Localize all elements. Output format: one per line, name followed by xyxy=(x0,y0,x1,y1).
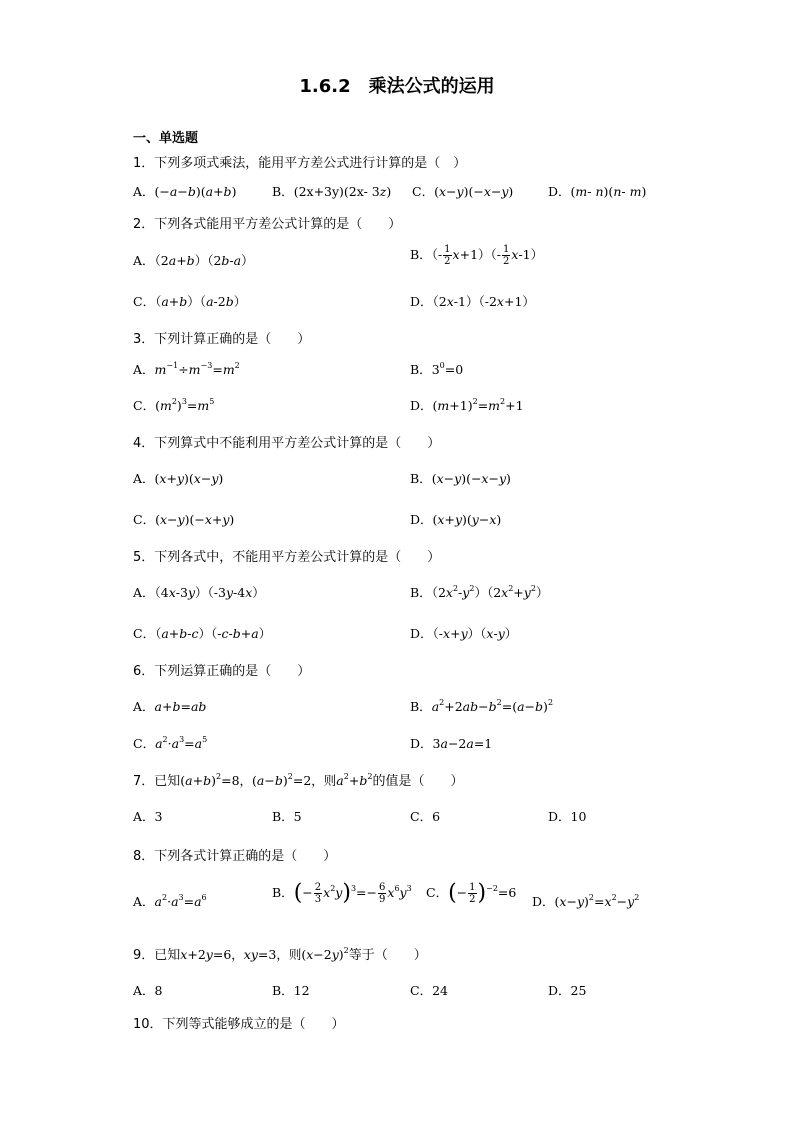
question-4-stem: 4．下列算式中不能利用平方差公式计算的是（ ） xyxy=(133,436,441,451)
question-5-stem: 5．下列各式中，不能用平方差公式计算的是（ ） xyxy=(133,550,441,565)
q5-option-a[interactable]: A．（4x-3y）（-3y-4x） xyxy=(133,585,265,600)
q1-option-c[interactable]: C．(x−y)(−x−y) xyxy=(412,184,514,199)
question-8-stem: 8．下列各式计算正确的是（ ） xyxy=(133,849,337,864)
q4-option-c[interactable]: C．(x−y)(−x+y) xyxy=(133,512,235,527)
q7-option-d[interactable]: D．10 xyxy=(548,809,587,824)
q6-option-b[interactable]: B．$a^2+2ab-b^2=(a-b)^2$ xyxy=(410,698,554,714)
q4-option-b[interactable]: B．(x−y)(−x−y) xyxy=(410,471,511,486)
question-2-stem: 2．下列各式能用平方差公式计算的是（ ） xyxy=(133,217,402,232)
q1-option-b[interactable]: B．(2x+3y)(2x- 3z) xyxy=(272,184,392,199)
q6-option-a[interactable]: A．a+b=ab xyxy=(133,699,207,714)
q4-option-d[interactable]: D．(x+y)(y−x) xyxy=(410,512,502,527)
q9-option-a[interactable]: A．8 xyxy=(133,983,163,998)
q3-option-c[interactable]: C．$(m^2)^3=m^5$ xyxy=(133,397,215,413)
question-7-stem: 7．已知$(a+b)^2=8$，$(a-b)^2=2$，则$a^2+b^2$的值是（ ） xyxy=(133,772,464,789)
q6-option-c[interactable]: C．$a^2\cdot a^3=a^5$ xyxy=(133,735,208,751)
q7-option-c[interactable]: C．6 xyxy=(410,809,441,824)
q8-option-c[interactable]: C．(− $\frac{1}{2}$ )$^{-2}$=6 xyxy=(426,880,517,906)
q9-option-b[interactable]: B．12 xyxy=(272,983,310,998)
q5-option-d[interactable]: D．（-x+y）（x-y） xyxy=(410,626,518,641)
q5-option-b[interactable]: B．$(2x^2-y^2)(2x^2+y^2)$ xyxy=(410,584,549,600)
q7-option-a[interactable]: A．3 xyxy=(133,809,163,824)
question-1-stem: 1．下列多项式乘法，能用平方差公式进行计算的是（ ） xyxy=(133,156,467,171)
q1-option-d[interactable]: D．(m- n)(n- m) xyxy=(548,184,647,199)
q3-option-a[interactable]: A．$m^{-1}\div m^{-3}=m^2$ xyxy=(133,361,240,377)
question-10-stem: 10．下列等式能够成立的是（ ） xyxy=(133,1017,345,1032)
q2-option-a[interactable]: A．（2a+b）（2b-a） xyxy=(133,253,254,268)
q1-option-a[interactable]: A．(−a−b)(a+b) xyxy=(133,184,237,199)
question-3-stem: 3．下列计算正确的是（ ） xyxy=(133,332,311,347)
q4-option-a[interactable]: A．(x+y)(x−y) xyxy=(133,471,224,486)
page-title: 1.6.2 乘法公式的运用 xyxy=(299,76,495,97)
q7-option-b[interactable]: B．5 xyxy=(272,809,302,824)
q3-option-d[interactable]: D．$(m+1)^2=m^2+1$ xyxy=(410,397,524,413)
q2-option-c[interactable]: C．（a+b）（a-2b） xyxy=(133,294,247,309)
q6-option-d[interactable]: D．3a−2a=1 xyxy=(410,736,493,751)
q9-option-d[interactable]: D．25 xyxy=(548,983,587,998)
q2-option-b[interactable]: B．（- $\frac{1}{2}$ x+1）（- $\frac{1}{2}$ x-1） xyxy=(410,244,544,267)
q3-option-b[interactable]: B．$3^0=0$ xyxy=(410,361,464,377)
q8-option-a[interactable]: A．$a^2\cdot a^3=a^6$ xyxy=(133,893,207,909)
section-heading: 一、单选题 xyxy=(133,131,199,146)
question-6-stem: 6．下列运算正确的是（ ） xyxy=(133,664,311,679)
question-9-stem: 9．已知x+2y=6，xy=3，则$(x-2y)^2$等于（ ） xyxy=(133,946,427,963)
q9-option-c[interactable]: C．24 xyxy=(410,983,448,998)
q5-option-c[interactable]: C．（a+b-c）（-c-b+a） xyxy=(133,626,272,641)
q8-option-d[interactable]: D．$(x-y)^2=x^2-y^2$ xyxy=(532,893,640,909)
q2-option-d[interactable]: D．（2x-1）（-2x+1） xyxy=(410,294,535,309)
q8-option-b[interactable]: B．(− $\frac{2}{3}$ $x^2y)^3=-$ $\frac{6}{9}$ $x^6y^3$ xyxy=(272,880,412,906)
